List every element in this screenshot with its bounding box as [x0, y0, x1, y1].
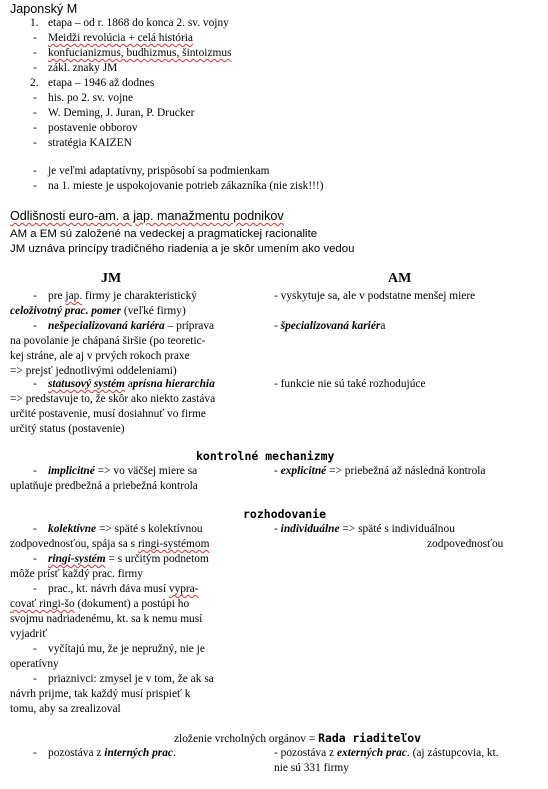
jm-item-3-mid: a	[124, 378, 133, 390]
ringi-item-bold: ringi-systém	[48, 553, 106, 565]
proposal-item-line3: svojmu nadriadenému, kt. sa k nemu musí	[10, 613, 203, 625]
list-item: his. po 2. sv. vojne	[48, 92, 134, 104]
list-item: Meidži revolúcia + celá história	[48, 32, 193, 44]
am-item-1: - vyskytuje sa, ale v podstatne menšej miere	[274, 290, 476, 302]
decision-am-dash: -	[274, 523, 281, 535]
list-item: stratégia KAIZEN	[48, 137, 132, 149]
am-item-2-rest: a	[380, 320, 386, 332]
jm-item-3-line2: => predstavuje to, že skôr ako niekto zastáva	[10, 393, 216, 405]
subsection-board-bold: Rada riaditeľov	[318, 731, 421, 745]
proposal-item	[48, 583, 199, 595]
section-heading-text: Odlišnosti euro-am. a jap. manažmentu podnikov	[10, 209, 284, 223]
control-am-dash: -	[274, 465, 281, 477]
critique-item-line2: operatívny	[10, 658, 59, 670]
decision-am	[274, 523, 455, 535]
am-item-3: - funkcie nie sú také rozhodujúce	[274, 378, 426, 390]
list-marker: -	[33, 107, 37, 119]
proposal-item-line2-text: (dokument) a postúpi ho	[74, 598, 190, 610]
list-item: je veľmi adaptatívny, prispôsobí sa podmienkam	[48, 165, 270, 177]
list-item: konfucianizmus, budhizmus, šintoizmus	[48, 47, 232, 59]
section-heading	[10, 210, 284, 222]
proposal-item-underlined: vypra-	[168, 583, 199, 595]
jm-item-1	[48, 290, 197, 302]
jm-item-2-rest: – príprava	[164, 320, 215, 332]
jm-item-1-pre: pre	[48, 290, 66, 302]
subsection-decision: rozhodovanie	[243, 507, 327, 521]
decision-jm-line2-underlined: ringi-systémom	[137, 538, 210, 550]
list-item: etapa – 1946 až dodnes	[48, 77, 155, 89]
page-title: Japonský M	[10, 2, 78, 16]
jm-item-3-line4: určitý status (postavenie)	[10, 423, 125, 435]
list-item: na 1. mieste je uspokojovanie potrieb zákazníka (nie zisk!!!)	[48, 180, 324, 192]
control-jm-bold: implicitné	[48, 465, 95, 477]
jm-item-2-line4: => prejsť jednotlivými oddeleniami)	[10, 365, 177, 377]
proposal-item-line2	[10, 598, 189, 610]
list-item: postavenie obborov	[48, 122, 138, 134]
proposal-item-line2-underlined: covať ringi-šo	[10, 598, 75, 610]
list-item: etapa – od r. 1868 do konca 2. sv. vojny	[48, 17, 229, 29]
intro-line-1: AM a EM sú založené na vedeckej a pragmatickej racionalite	[10, 228, 318, 240]
jm-item-2-bold: nešpecializovaná kariéra	[48, 320, 165, 332]
list-marker: 2.	[30, 77, 39, 89]
board-jm-bold: interných prac	[104, 747, 173, 759]
column-header-am: AM	[388, 271, 412, 286]
control-jm	[48, 465, 197, 477]
bullet-dash: -	[33, 583, 37, 595]
decision-am-line2: zodpovednosťou	[427, 538, 504, 550]
bullet-dash: -	[33, 320, 37, 332]
jm-item-3-bold1: statusový systém	[48, 378, 125, 390]
list-marker: -	[33, 62, 37, 74]
board-am-post: . (aj zástupcovia, kt.	[406, 747, 499, 759]
jm-item-1-rest: (veľké firmy)	[121, 305, 186, 317]
bullet-dash: -	[33, 643, 37, 655]
board-jm-pre: pozostáva z	[48, 747, 105, 759]
subsection-board-text: zloženie vrcholných orgánov =	[174, 733, 319, 745]
ringi-item	[48, 553, 209, 565]
board-am-line2: nie sú 331 firmy	[274, 762, 349, 774]
bullet-dash: -	[33, 378, 37, 390]
control-am-bold: explicitné	[280, 465, 327, 477]
list-marker: -	[33, 122, 37, 134]
decision-am-bold: individuálne	[280, 523, 340, 535]
decision-jm-line2-text: zodpovednosťou, spája sa s	[10, 538, 138, 550]
control-am-rest: => priebežná až následná kontrola	[326, 465, 486, 477]
proposal-item-line4: vyjadriť	[10, 628, 48, 640]
critique-item: vyčítajú mu, že je nepružný, nie je	[48, 643, 205, 655]
intro-line-2: JM uznáva princípy tradičného riadenia a je skôr umením ako vedou	[10, 243, 355, 255]
decision-jm	[48, 523, 203, 535]
supporters-item-line3: tomu, aby sa zrealizoval	[10, 703, 121, 715]
list-marker: -	[33, 165, 37, 177]
list-item: zákl. znaky JM	[48, 62, 118, 74]
am-item-2-dash: -	[274, 320, 281, 332]
board-jm-post: .	[172, 747, 176, 759]
bullet-dash: -	[33, 553, 37, 565]
supporters-item: priaznivci: zmysel je v tom, že ak sa	[48, 673, 214, 685]
jm-item-2	[48, 320, 214, 332]
decision-jm-line2	[10, 538, 209, 550]
jm-item-3	[48, 378, 215, 390]
board-am-pre: - pozostáva z	[274, 747, 337, 759]
decision-am-rest: => späté s individuálnou	[339, 523, 455, 535]
jm-item-2-line2: na povolanie je chápaná širšie (po teoretic-	[10, 335, 206, 347]
jm-item-1-post: firmy je charakteristický	[82, 290, 197, 302]
board-am-bold: externých prac	[336, 747, 407, 759]
jm-item-1-underlined: jap.	[65, 290, 83, 302]
list-marker: -	[33, 92, 37, 104]
list-marker: 1.	[30, 17, 39, 29]
proposal-item-text: prac., kt. návrh dáva musí	[48, 583, 169, 595]
bullet-dash: -	[33, 290, 37, 302]
am-item-2	[274, 320, 385, 332]
bullet-dash: -	[33, 747, 37, 759]
list-item: W. Deming, J. Juran, P. Drucker	[48, 107, 195, 119]
subsection-board	[174, 732, 421, 745]
board-am	[274, 747, 499, 759]
board-jm	[48, 747, 176, 759]
am-item-2-bold: špecializovaná kariér	[280, 320, 381, 332]
list-marker: -	[33, 32, 37, 44]
jm-item-2-line3: kej stráne, ale aj v prvých rokoch praxe	[10, 350, 190, 362]
decision-jm-bold: kolektívne	[48, 523, 97, 535]
list-marker: -	[33, 137, 37, 149]
jm-item-1-bold: celoživotný prac. pomer	[10, 305, 122, 317]
decision-jm-rest: => späté s kolektívnou	[96, 523, 203, 535]
control-jm-line2: uplatňuje predbežná a priebežná kontrola	[10, 480, 198, 492]
control-jm-rest: => vo väčšej miere sa	[94, 465, 198, 477]
list-marker: -	[33, 47, 37, 59]
bullet-dash: -	[33, 673, 37, 685]
jm-item-1-line2	[10, 305, 186, 317]
bullet-dash: -	[33, 523, 37, 535]
jm-item-3-bold2: prísna hierarchia	[132, 378, 215, 390]
supporters-item-line2: návrh prijme, tak každý musí prispieť k	[10, 688, 191, 700]
subsection-control: kontrolné mechanizmy	[196, 449, 335, 463]
ringi-item-rest: = s určitým podnetom	[105, 553, 209, 565]
ringi-item-line2: môže prísť každý prac. firmy	[10, 568, 143, 580]
control-am	[274, 465, 486, 477]
list-marker: -	[33, 180, 37, 192]
column-header-jm: JM	[101, 271, 122, 286]
jm-item-3-line3: určité postavenie, musí dosiahnuť vo firme	[10, 408, 206, 420]
bullet-dash: -	[33, 465, 37, 477]
